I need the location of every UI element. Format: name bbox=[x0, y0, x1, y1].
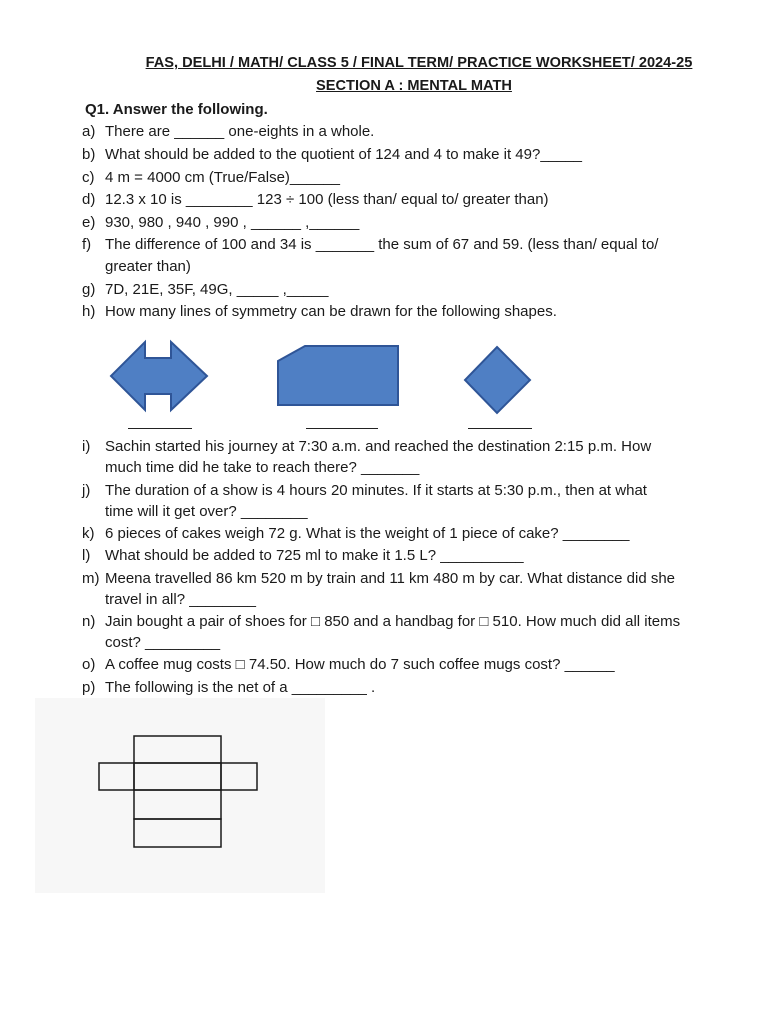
question-label: f) bbox=[82, 236, 92, 253]
question-text: cost? _________ bbox=[105, 634, 221, 651]
question-text: 7D, 21E, 35F, 49G, _____ ,_____ bbox=[105, 281, 329, 298]
question-text: The following is the net of a _________ . bbox=[105, 679, 376, 696]
question-text: What should be added to 725 ml to make it 1.5 L? __________ bbox=[105, 547, 524, 564]
question-text: greater than) bbox=[105, 258, 191, 275]
question-text: 4 m = 4000 cm (True/False)______ bbox=[105, 169, 340, 186]
double-arrow-icon bbox=[111, 342, 207, 410]
net-face-right bbox=[221, 763, 257, 790]
diamond-shape bbox=[463, 345, 533, 415]
cut-corner-rectangle-shape bbox=[275, 343, 405, 413]
question-label: p) bbox=[82, 679, 96, 696]
question-label: a) bbox=[82, 123, 96, 140]
question-label: o) bbox=[82, 656, 96, 673]
question-text: The duration of a show is 4 hours 20 minutes. If it starts at 5:30 p.m., then at what bbox=[105, 482, 647, 499]
pentagon-icon bbox=[278, 346, 398, 405]
question-text: time will it get over? ________ bbox=[105, 503, 308, 520]
question-label: d) bbox=[82, 191, 96, 208]
question-text: The difference of 100 and 34 is _______ the sum of 67 and 59. (less than/ equal to/ bbox=[105, 236, 659, 253]
question-label: k) bbox=[82, 525, 95, 542]
question-text: Jain bought a pair of shoes for □ 850 and a handbag for □ 510. How much did all items bbox=[105, 613, 681, 630]
question-text: How many lines of symmetry can be drawn for the following shapes. bbox=[105, 303, 557, 320]
question-text: 930, 980 , 940 , 990 , ______ ,______ bbox=[105, 214, 360, 231]
question-label: b) bbox=[82, 146, 96, 163]
question-text: What should be added to the quotient of 124 and 4 to make it 49?_____ bbox=[105, 146, 583, 163]
question-text: 6 pieces of cakes weigh 72 g. What is the weight of 1 piece of cake? ________ bbox=[105, 525, 630, 542]
question-text: travel in all? ________ bbox=[105, 591, 256, 608]
question-text: Sachin started his journey at 7:30 a.m. and reached the destination 2:15 p.m. How bbox=[105, 438, 652, 455]
question-label: e) bbox=[82, 214, 96, 231]
question-label: j) bbox=[82, 482, 91, 499]
diamond-icon bbox=[465, 347, 530, 413]
net-face-bottom bbox=[134, 819, 221, 847]
shape-answer-blank-2 bbox=[306, 428, 378, 429]
question-text: There are ______ one-eights in a whole. bbox=[105, 123, 375, 140]
net-face-top bbox=[134, 736, 221, 763]
worksheet-header: FAS, DELHI / MATH/ CLASS 5 / FINAL TERM/ PRACTICE WORKSHEET/ 2024-25 bbox=[145, 55, 693, 71]
shape-answer-blank-3 bbox=[468, 428, 532, 429]
question-label: m) bbox=[82, 570, 100, 587]
question-text: A coffee mug costs □ 74.50. How much do 7 such coffee mugs cost? ______ bbox=[105, 656, 615, 673]
question-label: l) bbox=[82, 547, 91, 564]
question-label: h) bbox=[82, 303, 96, 320]
shape-answer-blank-1 bbox=[128, 428, 192, 429]
net-face-center bbox=[134, 763, 221, 790]
section-title: SECTION A : MENTAL MATH bbox=[316, 78, 512, 94]
question-label: n) bbox=[82, 613, 96, 630]
double-arrow-shape bbox=[105, 338, 215, 418]
question-label: c) bbox=[82, 169, 95, 186]
question-text: 12.3 x 10 is ________ 123 ÷ 100 (less than/ equal to/ greater than) bbox=[105, 191, 549, 208]
cuboid-net-diagram bbox=[97, 734, 297, 859]
net-face-lower bbox=[134, 790, 221, 819]
question-label: i) bbox=[82, 438, 91, 455]
question-text: Meena travelled 86 km 520 m by train and 11 km 480 m by car. What distance did she bbox=[105, 570, 676, 587]
net-face-left bbox=[99, 763, 134, 790]
question-title: Q1. Answer the following. bbox=[85, 101, 268, 118]
question-label: g) bbox=[82, 281, 96, 298]
question-text: much time did he take to reach there? _______ bbox=[105, 459, 420, 476]
